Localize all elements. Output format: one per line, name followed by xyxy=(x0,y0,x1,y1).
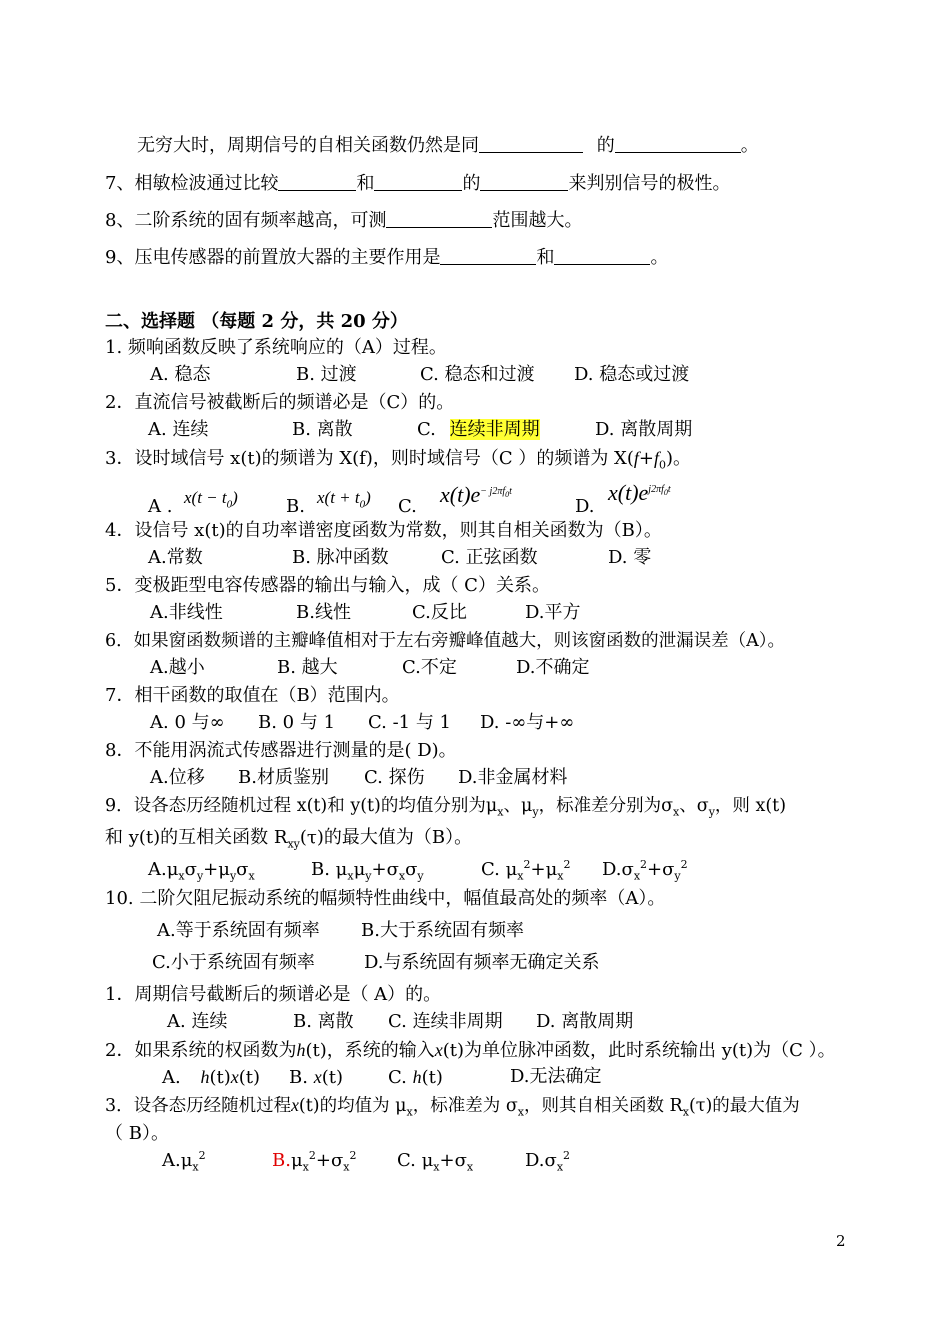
text: j2πf xyxy=(648,483,664,495)
text: h xyxy=(200,1067,210,1087)
text: x xyxy=(556,1160,564,1174)
text: x(t + t xyxy=(317,488,360,507)
text: 0 xyxy=(659,458,667,472)
text: 2 xyxy=(523,858,531,871)
question-t3-cont: （ B）。 xyxy=(105,1123,169,1144)
formula xyxy=(440,478,512,512)
text: 2 xyxy=(198,1149,206,1162)
text: 2．如果系统的权函数为 xyxy=(105,1040,297,1061)
formula xyxy=(608,476,671,510)
text: y xyxy=(532,805,539,819)
text: xy xyxy=(287,837,300,851)
text: x xyxy=(406,1105,413,1119)
text: x xyxy=(497,805,504,819)
option: D.与系统固有频率无确定关系 xyxy=(364,952,600,973)
text: y xyxy=(229,869,237,883)
text: t xyxy=(509,485,512,497)
text: 2 xyxy=(563,858,571,871)
text: +σ xyxy=(439,1150,467,1171)
text: y xyxy=(365,869,372,883)
text: f xyxy=(633,448,639,468)
option: A. 连续 xyxy=(167,1011,228,1032)
text: 9．设各态历经随机过程 x(t)和 y(t)的均值分别为μ xyxy=(105,796,498,816)
option: C. -1 与 1 xyxy=(368,712,452,733)
text: h xyxy=(296,1040,306,1060)
question-t2 xyxy=(105,1037,836,1064)
option xyxy=(311,857,424,883)
text: 8、二阶系统的固有频率越高，可测 xyxy=(105,210,387,231)
option: A. 连续 xyxy=(148,419,209,440)
option xyxy=(397,1148,473,1174)
text: + xyxy=(638,448,655,469)
option: D. -∞与+∞ xyxy=(480,712,575,733)
question-t1: 1．周期信号截断后的频谱必是（ A）的。 xyxy=(105,984,442,1005)
option xyxy=(481,857,571,883)
text: t xyxy=(667,483,671,495)
text: 0 xyxy=(226,498,233,511)
text: x xyxy=(633,869,641,883)
blank xyxy=(554,246,650,265)
text: 的 xyxy=(462,173,481,194)
text: 0 xyxy=(663,487,668,497)
text: (t) xyxy=(238,1067,261,1088)
text: A.μ xyxy=(148,859,179,880)
text: ) xyxy=(365,488,371,507)
text: 和 y(t)的互相关函数 R xyxy=(105,827,288,848)
text: x xyxy=(343,1160,350,1174)
text: (τ)的最大值为 xyxy=(688,1096,800,1116)
text: 的 xyxy=(596,135,615,156)
option: C. 稳态和过渡 xyxy=(420,364,535,385)
blank xyxy=(278,172,356,191)
text: 无穷大时，周期信号的自相关函数仍然是同 xyxy=(137,135,479,156)
text: x(t − t xyxy=(184,488,227,507)
text: (τ)的最大值为（B）。 xyxy=(299,827,473,848)
text: C. xyxy=(388,1067,407,1088)
text: 9、压电传感器的前置放大器的主要作用是 xyxy=(105,247,441,268)
option: A . xyxy=(148,496,173,517)
text: x xyxy=(313,1067,322,1087)
text: (t)，系统的输入 xyxy=(305,1040,435,1061)
text: D.σ xyxy=(602,859,634,880)
fill-line-0 xyxy=(137,133,759,159)
text: 0 xyxy=(505,489,510,499)
text: x xyxy=(230,1067,239,1087)
text: (t) xyxy=(321,1067,343,1088)
text: ，则 x(t) xyxy=(714,796,787,816)
question-6: 6．如果窗函数频谱的主瓣峰值相对于左右旁瓣峰值越大，则该窗函数的泄漏误差（A）。 xyxy=(105,631,786,651)
text: 、μ xyxy=(503,796,533,816)
highlighted-answer: 连续非周期 xyxy=(449,419,540,440)
text: x xyxy=(192,1160,199,1174)
option: A.等于系统固有频率 xyxy=(157,920,320,941)
text: x xyxy=(434,1040,443,1060)
option: C. 探伤 xyxy=(364,767,425,788)
fill-q8 xyxy=(105,208,582,234)
option: D.不确定 xyxy=(516,657,590,678)
text: x xyxy=(673,805,680,819)
text: +σ xyxy=(315,1150,344,1171)
option: A. 稳态 xyxy=(150,364,211,385)
text: +μ xyxy=(530,859,558,880)
question-7: 7．相干函数的取值在（B）范围内。 xyxy=(105,685,400,706)
option xyxy=(388,1064,443,1091)
text: 3．设各态历经随机过程 xyxy=(105,1096,292,1116)
question-1: 1. 频响函数反映了系统响应的（A）过程。 xyxy=(105,337,447,358)
text: f xyxy=(654,448,660,468)
text: σ xyxy=(405,859,418,880)
text: x xyxy=(291,1095,299,1115)
option xyxy=(417,417,540,443)
text: y xyxy=(674,869,681,883)
text: 来判别信号的极性。 xyxy=(568,173,731,194)
question-3 xyxy=(105,445,691,472)
text: 、σ xyxy=(679,796,709,816)
text: (t) xyxy=(209,1067,231,1088)
text: x xyxy=(347,869,354,883)
option: D.无法确定 xyxy=(510,1066,602,1087)
text: 和 xyxy=(536,247,555,268)
blank xyxy=(386,209,492,228)
option: A.常数 xyxy=(148,547,203,568)
text: x xyxy=(433,1160,440,1174)
option: D.非金属材料 xyxy=(458,767,568,788)
option: C.小于系统固有频率 xyxy=(152,952,315,973)
text: (t)的均值为 μ xyxy=(298,1096,407,1116)
text: D.σ xyxy=(525,1150,557,1171)
text: 7、相敏检波通过比较 xyxy=(105,173,279,194)
option: C. 连续非周期 xyxy=(388,1011,503,1032)
text: C. xyxy=(417,419,436,440)
text: x(t)e xyxy=(440,482,481,507)
option: C.不定 xyxy=(402,657,457,678)
option: B. 离散 xyxy=(293,1011,354,1032)
text: 和 xyxy=(356,173,375,194)
text: x xyxy=(178,869,185,883)
formula xyxy=(317,485,371,511)
text: x xyxy=(557,869,564,883)
text: y xyxy=(708,805,715,819)
option xyxy=(162,1148,206,1174)
question-10: 10. 二阶欠阻尼振动系统的幅频特性曲线中，幅值最高处的频率（A）。 xyxy=(105,888,666,909)
text: μ xyxy=(353,859,366,880)
blank xyxy=(440,246,536,265)
option xyxy=(289,1064,343,1091)
question-9-cont xyxy=(105,825,472,851)
option: B. 过渡 xyxy=(296,364,357,385)
text: h xyxy=(412,1067,422,1087)
question-2: 2．直流信号被截断后的频谱必是（C）的。 xyxy=(105,392,455,413)
text: )。 xyxy=(666,448,692,469)
option xyxy=(525,1148,570,1174)
text: +μ xyxy=(203,859,230,880)
option xyxy=(148,857,255,883)
text: B. μ xyxy=(311,859,348,880)
option: D.平方 xyxy=(525,602,581,623)
option: C. 正弦函数 xyxy=(441,547,538,568)
option: B. 脉冲函数 xyxy=(292,547,389,568)
question-8: 8．不能用涡流式传感器进行测量的是( D)。 xyxy=(105,740,457,761)
text: 范围越大。 xyxy=(492,210,583,231)
text: 。 xyxy=(650,247,669,268)
question-9 xyxy=(105,793,786,819)
text: − j2πf xyxy=(480,485,506,497)
option: D. 离散周期 xyxy=(595,419,693,440)
option: D. 稳态或过渡 xyxy=(574,364,690,385)
text: μ xyxy=(290,1150,303,1171)
text: +σ xyxy=(371,859,399,880)
text: ，标准差分别为σ xyxy=(538,796,674,816)
option: C. xyxy=(398,496,417,517)
question-4: 4．设信号 x(t)的自功率谱密度函数为常数，则其自相关函数为（B）。 xyxy=(105,520,662,541)
option: D. 零 xyxy=(608,547,652,568)
blank xyxy=(374,172,462,191)
text: σ xyxy=(236,859,249,880)
text: +σ xyxy=(647,859,675,880)
text: x xyxy=(517,869,524,883)
text: 3．设时域信号 x(t)的频谱为 X(f)，则时域信号（C ）的频谱为 X( xyxy=(105,448,634,469)
question-t3 xyxy=(105,1092,800,1119)
text: A. xyxy=(162,1067,181,1088)
option xyxy=(272,1148,356,1174)
text: x xyxy=(398,869,406,883)
fill-q7 xyxy=(105,171,730,197)
text: 0 xyxy=(359,498,366,511)
text: y xyxy=(417,869,424,883)
text: x xyxy=(517,1105,524,1119)
option: A. 0 与∞ xyxy=(150,712,225,733)
text: 。 xyxy=(740,135,759,156)
option: A.非线性 xyxy=(150,602,223,623)
option xyxy=(602,857,688,883)
text: B. xyxy=(289,1067,308,1088)
text: x(t)e xyxy=(608,480,649,505)
option: B.材质鉴别 xyxy=(238,767,329,788)
option: D. xyxy=(575,496,595,517)
text: B. xyxy=(272,1150,291,1171)
text: σ xyxy=(184,859,197,880)
text: 2 xyxy=(349,1149,357,1162)
text: 2 xyxy=(563,1149,571,1162)
fill-q9 xyxy=(105,245,668,271)
option: A.越小 xyxy=(150,657,205,678)
text: 2 xyxy=(680,858,688,871)
text: (t)为单位脉冲函数，此时系统输出 y(t)为（C ）。 xyxy=(442,1040,836,1061)
blank xyxy=(480,172,568,191)
text: 2 xyxy=(308,1149,316,1162)
formula xyxy=(184,485,238,511)
option: B. 越大 xyxy=(277,657,338,678)
blank xyxy=(615,134,741,153)
text: C. μ xyxy=(481,859,518,880)
page-number: 2 xyxy=(836,1232,846,1250)
text: x xyxy=(302,1160,309,1174)
option: B. xyxy=(286,496,305,517)
text: x xyxy=(682,1105,689,1119)
text: C. μ xyxy=(397,1150,434,1171)
text: ) xyxy=(232,488,238,507)
text: ，标准差为 σ xyxy=(412,1096,518,1116)
option: B. 0 与 1 xyxy=(258,712,336,733)
option: B.大于系统固有频率 xyxy=(361,920,524,941)
text: y xyxy=(196,869,204,883)
option xyxy=(162,1064,260,1091)
question-5: 5．变极距型电容传感器的输出与输入，成（ C）关系。 xyxy=(105,575,550,596)
text: ，则其自相关函数 R xyxy=(524,1096,683,1116)
text: A.μ xyxy=(162,1150,193,1171)
text: x xyxy=(466,1160,474,1174)
text: 2 xyxy=(640,858,648,871)
blank xyxy=(479,134,583,153)
option: B.线性 xyxy=(296,602,351,623)
option: B. 离散 xyxy=(292,419,353,440)
text: (t) xyxy=(421,1067,443,1088)
option: A.位移 xyxy=(150,767,205,788)
text: x xyxy=(248,869,255,883)
option: D. 离散周期 xyxy=(536,1011,634,1032)
option: C.反比 xyxy=(412,602,467,623)
section-heading: 二、选择题 （每题 2 分，共 20 分） xyxy=(105,311,408,332)
